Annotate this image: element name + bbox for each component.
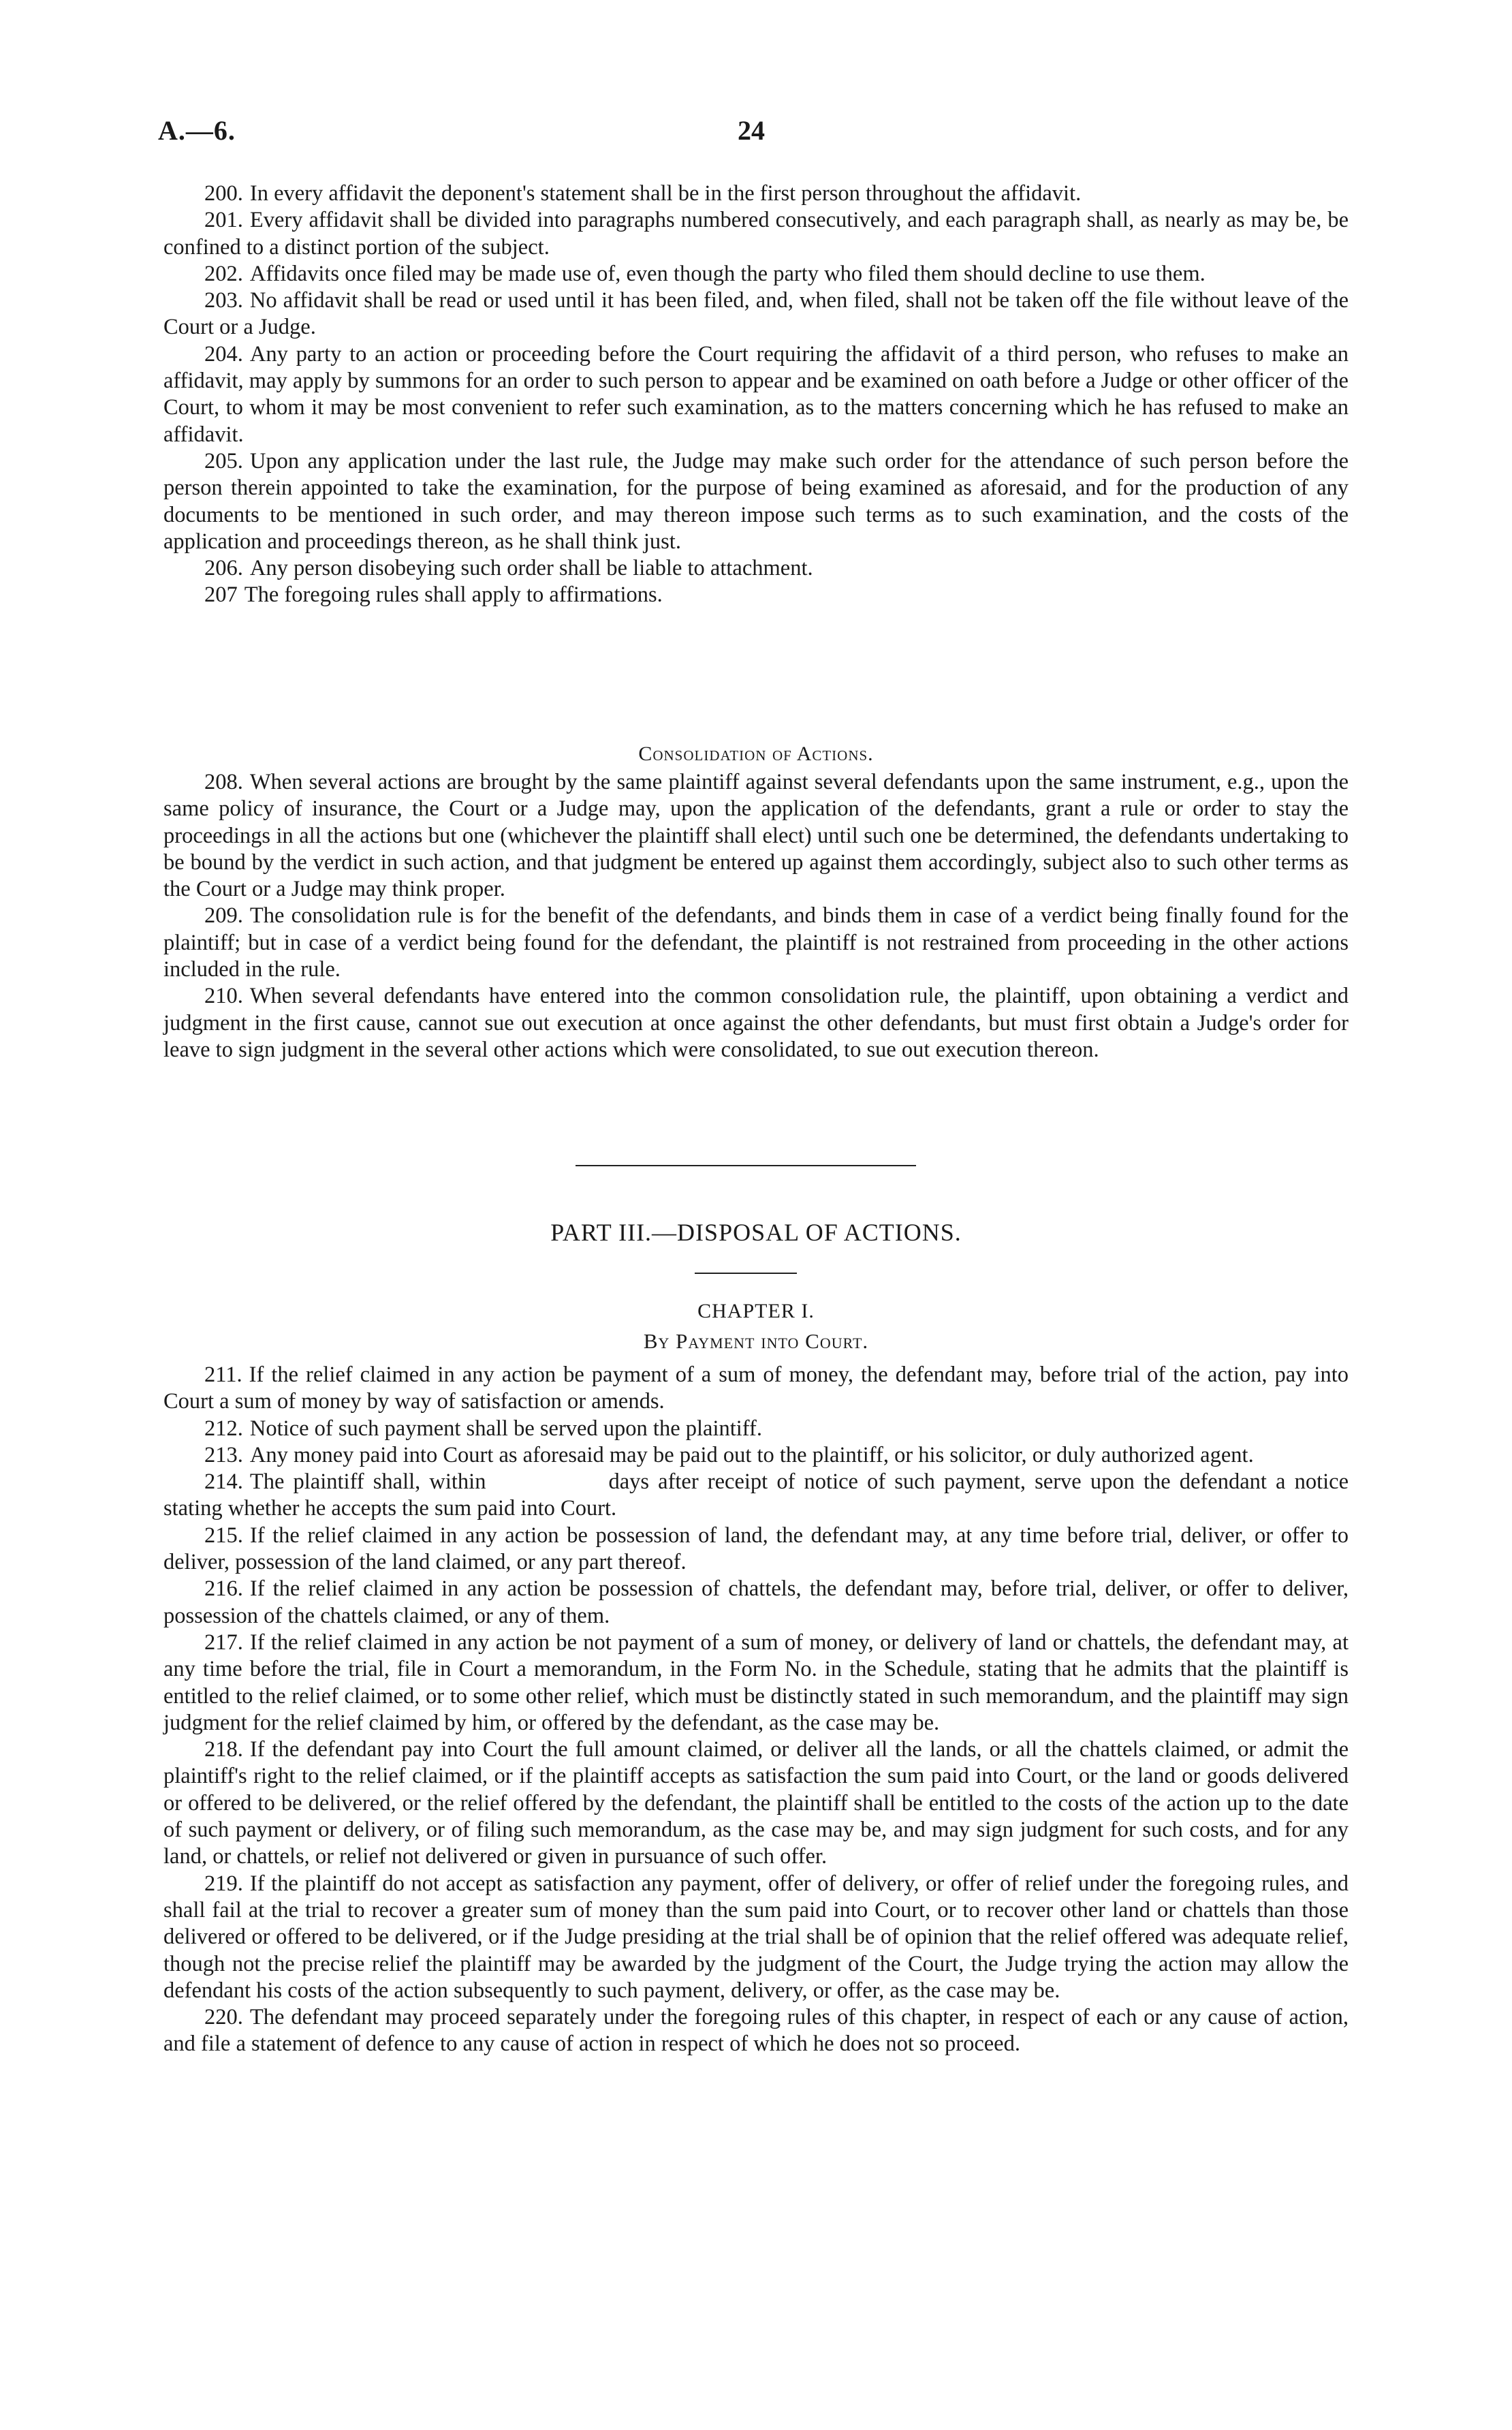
rule-number: 216. (204, 1576, 243, 1602)
rule-number: 206. (204, 556, 243, 581)
rule-number: 210. (204, 984, 243, 1009)
affidavit-rules-section (163, 181, 1349, 609)
rule-text: If the plaintiff do not accept as satisfaction any payment, offer of delivery, or offer of relief under the foregoing rules, and shall fail at the trial to recover a greater sum of money than the sum paid into Court, or to recover other land or chattels than those delivered or offered to be delivered, or if the Judge presiding at the trial shall be of opinion that the relief offered was adequate relief, though not the precise relief the plaintiff may be awarded by the judgment of the Court, the Judge trying the action may allow the defendant his costs of the action subsequently to such payment, delivery, or offer, as the case may be. (163, 1871, 1349, 2003)
rule-paragraph (163, 341, 1349, 448)
part-title: PART III.—DISPOSAL OF ACTIONS. (550, 1219, 962, 1246)
rule-paragraph (163, 769, 1349, 903)
rule-number: 200. (204, 181, 243, 206)
rule-text: If the relief claimed in any action be possession of land, the defendant may, at any time before trial, deliver, or offer to deliver, possession of the land claimed, or any part thereof. (163, 1523, 1349, 1575)
rule-paragraph (163, 1416, 1349, 1442)
short-divider (695, 1273, 797, 1274)
rule-paragraph (163, 261, 1349, 287)
rule-text: The consolidation rule is for the benefit of the defendants, and binds them in case of a verdict being finally found for the plaintiff; but in case of a verdict being found for the defendant, the plaintiff is not restrained from proceeding in the other actions included in the rule. (163, 903, 1349, 982)
rule-paragraph (163, 448, 1349, 555)
rule-number: 209. (204, 903, 243, 929)
rule-text: When several defendants have entered into the common consolidation rule, the plaintiff, upon obtaining a verdict and judgment in the first cause, cannot sue out execution at once against the other defendants, but must first obtain a Judge's order for leave to sign judgment in the several other actions which were consolidated, to sue out execution thereon. (163, 984, 1349, 1062)
rule-text: Any person disobeying such order shall be liable to attachment. (249, 556, 813, 581)
section-divider (576, 1165, 916, 1166)
rule-text-before-blank: The plaintiff shall, within (249, 1469, 486, 1495)
rule-number: 204. (204, 341, 243, 367)
document-reference: A.—6. (158, 115, 236, 146)
rule-text: If the relief claimed in any action be payment of a sum of money, the defendant may, before trial of the action, pay into Court a sum of money by way of satisfaction or amends. (163, 1362, 1349, 1414)
rule-number: 208. (204, 770, 243, 794)
rule-text: Affidavits once filed may be made use of, even though the party who filed them should decline to use them. (249, 261, 1206, 286)
rule-text: If the relief claimed in any action be not payment of a sum of money, or delivery of land or chattels, the defendant may, at any time before the trial, file in Court a memorandum, in the Form No. in the Schedule, stating that he admits that the plaintiff is entitled to the relief claimed, or to some other relief, which must be distinctly stated in such memorandum, and the plaintiff may sign judgment for the relief claimed by him, or offered by the defendant, as the case may be. (163, 1630, 1349, 1735)
rule-paragraph (163, 903, 1349, 983)
rule-text: Every affidavit shall be divided into paragraphs numbered consecutively, and each paragraph shall, as nearly as may be, be confined to a distinct portion of the subject. (163, 208, 1349, 260)
rule-number: 215. (204, 1523, 243, 1548)
rule-number: 203. (204, 288, 243, 313)
rule-text: The foregoing rules shall apply to affirmations. (244, 582, 663, 608)
chapter-title: CHAPTER I. (697, 1300, 815, 1322)
rule-paragraph (163, 983, 1349, 1063)
rule-number: 205. (204, 448, 243, 473)
rule-text: If the relief claimed in any action be possession of chattels, the defendant may, before trial, deliver, or offer to deliver, possession of the chattels claimed, or any of them. (163, 1576, 1349, 1628)
rule-paragraph (163, 287, 1349, 341)
rule-paragraph (163, 1523, 1349, 1576)
rule-paragraph (163, 2004, 1349, 2058)
rule-number: 220. (204, 2005, 243, 2030)
rule-number: 214. (204, 1469, 243, 1495)
rule-paragraph (163, 1362, 1349, 1416)
rule-paragraph (163, 1736, 1349, 1870)
rule-paragraph (163, 1442, 1349, 1469)
rule-number: 219. (204, 1871, 243, 1896)
rule-text: Any money paid into Court as aforesaid may be paid out to the plaintiff, or his solicitor, or duly authorized agent. (249, 1442, 1254, 1467)
rule-paragraph (163, 555, 1349, 582)
section-heading-consolidation: Consolidation of Actions. (638, 743, 874, 765)
rule-text: No affidavit shall be read or used until it has been filed, and, when filed, shall not be taken off the file without leave of the Court or a Judge. (163, 288, 1349, 340)
consolidation-rules-section (163, 769, 1349, 1063)
rule-paragraph (163, 181, 1349, 207)
rule-number: 212. (204, 1416, 243, 1441)
running-head (158, 114, 1344, 155)
rule-paragraph (163, 1630, 1349, 1736)
rule-paragraph (163, 582, 1349, 608)
rule-text-after-blank: days after receipt of notice of such payment, serve upon the defendant a notice stating whether he accepts the sum paid into Court. (163, 1469, 1349, 1521)
section-heading-payment: By Payment into Court. (643, 1329, 869, 1353)
page-number: 24 (738, 115, 765, 146)
rule-number: 217. (204, 1630, 243, 1655)
rule-number: 202. (204, 261, 243, 286)
rule-text: The defendant may proceed separately under the foregoing rules of this chapter, in respect of each or any cause of action, and file a statement of defence to any cause of action in respect of which he does not so proceed. (163, 2005, 1349, 2057)
rule-number: 207 (204, 582, 238, 608)
rule-paragraph (163, 1871, 1349, 2004)
rule-number: 201. (204, 208, 243, 233)
rule-text: Upon any application under the last rule, the Judge may make such order for the attendance of such person before the person therein appointed to take the examination, for the purpose of being examined as aforesaid, and for the production of any documents to be mentioned in such order, and may thereon impose such terms as to such examination, and the costs of the application and proceedings thereon, as he shall think just. (163, 448, 1349, 554)
rule-paragraph (163, 1576, 1349, 1630)
rule-text: Any party to an action or proceeding before the Court requiring the affidavit of a third person, who refuses to make an affidavit, may apply by summons for an order to such person to appear and be examined on oath before a Judge or other officer of the Court, to whom it may be most convenient to refer such examination, as to the matters concerning which he has refused to make an affidavit. (163, 341, 1349, 447)
rule-text: In every affidavit the deponent's statement shall be in the first person throughout the affidavit. (249, 181, 1082, 206)
rule-number: 218. (204, 1737, 243, 1762)
rule-paragraph (163, 1469, 1349, 1523)
payment-rules-section (163, 1362, 1349, 2058)
rule-text: If the defendant pay into Court the full amount claimed, or deliver all the lands, or all the chattels claimed, or admit the plaintiff's right to the relief claimed, or if the plaintiff accepts as satisfaction the sum paid into Court, or the land or goods delivered or offered to be delivered, or the relief offered by the defendant, the plaintiff shall be entitled to the costs of the action up to the date of such payment or delivery, or of filing such memorandum, as the case may be, and may sign judgment for such costs, and for any land, or chattels, or relief not delivered or given in pursuance of such offer. (163, 1737, 1349, 1869)
rule-text: Notice of such payment shall be served upon the plaintiff. (249, 1416, 762, 1441)
rule-paragraph (163, 207, 1349, 261)
rule-number: 213. (204, 1442, 243, 1467)
rule-text: When several actions are brought by the same plaintiff against several defendants upon the same instrument, e.g., upon the same policy of insurance, the Court or a Judge may, upon the application of the defendants, grant a rule or order to stay the proceedings in all the actions but one (whichever the plaintiff shall elect) until such one be determined, the defendants undertaking to be bound by the verdict in such action, and that judgment be entered up against them accordingly, subject also to such other terms as the Court or a Judge may think proper. (163, 770, 1349, 902)
rule-number: 211. (204, 1362, 242, 1387)
